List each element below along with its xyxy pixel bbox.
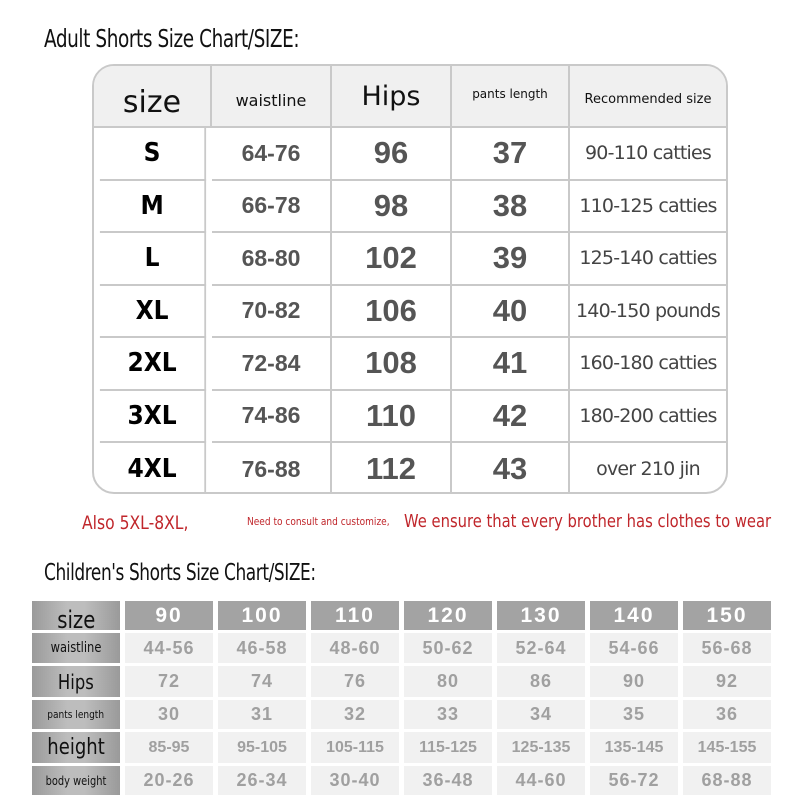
size-cell: M <box>100 181 206 234</box>
body-weight-cell: 26-34 <box>218 766 306 795</box>
size-cell: 3XL <box>100 391 206 444</box>
waistline-cell: 66-78 <box>212 181 332 234</box>
hips-cell: 102 <box>332 233 452 286</box>
waistline-cell: 44-56 <box>125 633 213 663</box>
size-cell: 2XL <box>100 338 206 391</box>
header-hips: Hips <box>332 66 452 128</box>
pants-length-cell: 33 <box>404 700 492 729</box>
header-recommended-size: Recommended size <box>570 66 726 128</box>
waistline-cell: 70-82 <box>212 286 332 339</box>
hips-cell: 72 <box>125 666 213 697</box>
recommended-cell: 160-180 catties <box>570 338 726 391</box>
hips-cell: 74 <box>218 666 306 697</box>
pants-length-cell: 38 <box>452 181 570 234</box>
waistline-cell: 52-64 <box>497 633 585 663</box>
header-pants-length: pants length <box>452 66 570 128</box>
pants-length-cell: 31 <box>218 700 306 729</box>
hips-cell: 90 <box>590 666 678 697</box>
row-label-size <box>32 601 120 634</box>
size-header-cell: 100 <box>218 601 306 630</box>
pants-length-cell: 39 <box>452 233 570 286</box>
children-chart-title: Children's Shorts Size Chart/SIZE: <box>44 560 316 586</box>
hips-cell: 110 <box>332 391 452 444</box>
recommended-cell: over 210 jin <box>596 458 700 481</box>
row-label-text: height <box>47 735 105 760</box>
pants-length-cell: 43 <box>452 443 570 494</box>
height-cell: 115-125 <box>404 732 492 763</box>
row-label-text: pants length <box>47 708 105 721</box>
height-cell: 105-115 <box>311 732 399 763</box>
hips-cell: 108 <box>332 338 452 391</box>
body-weight-cell: 56-72 <box>590 766 678 795</box>
hips-cell: 112 <box>332 443 452 494</box>
header-size: size <box>94 66 212 128</box>
row-label-hips <box>32 666 120 697</box>
extended-sizes-note <box>82 510 782 538</box>
waistline-cell: 46-58 <box>218 633 306 663</box>
hips-cell: 80 <box>404 666 492 697</box>
recommended-cell: 125-140 catties <box>570 233 726 286</box>
body-weight-cell: 36-48 <box>404 766 492 795</box>
waistline-cell: 48-60 <box>311 633 399 663</box>
recommended-cell: 180-200 catties <box>570 391 726 444</box>
size-cell: 4XL <box>100 443 206 494</box>
pants-length-cell: 36 <box>683 700 771 729</box>
body-weight-cell: 20-26 <box>125 766 213 795</box>
pants-length-cell: 42 <box>452 391 570 444</box>
row-label-body-weight <box>32 766 120 795</box>
waistline-cell: 74-86 <box>212 391 332 444</box>
adult-chart-title: Adult Shorts Size Chart/SIZE: <box>44 24 300 53</box>
pants-length-cell: 40 <box>452 286 570 339</box>
height-cell: 135-145 <box>590 732 678 763</box>
row-label-text: waistline <box>50 640 102 656</box>
hips-cell: 96 <box>332 128 452 181</box>
height-cell: 145-155 <box>683 732 771 763</box>
body-weight-cell: 44-60 <box>497 766 585 795</box>
hips-cell: 106 <box>332 286 452 339</box>
size-header-cell: 110 <box>311 601 399 630</box>
waistline-cell: 68-80 <box>212 233 332 286</box>
row-label-text: body weight <box>45 773 107 788</box>
row-label-pants-length <box>32 700 120 729</box>
size-header-cell: 150 <box>683 601 771 630</box>
pants-length-cell: 30 <box>125 700 213 729</box>
header-waistline: waistline <box>212 66 332 128</box>
hips-cell: 76 <box>311 666 399 697</box>
height-cell: 95-105 <box>218 732 306 763</box>
pants-length-cell: 32 <box>311 700 399 729</box>
adult-size-table <box>92 64 728 494</box>
size-cell: XL <box>100 286 206 339</box>
size-header-cell: 130 <box>497 601 585 630</box>
pants-length-cell: 34 <box>497 700 585 729</box>
waistline-cell: 56-68 <box>683 633 771 663</box>
size-header-cell: 120 <box>404 601 492 630</box>
note-consult: Need to consult and customize, <box>247 515 390 528</box>
note-also-sizes: Also 5XL-8XL, <box>82 512 189 534</box>
hips-cell: 86 <box>497 666 585 697</box>
waistline-cell: 54-66 <box>590 633 678 663</box>
waistline-cell: 64-76 <box>212 128 332 181</box>
recommended-cell: 90-110 catties <box>570 128 726 181</box>
body-weight-cell: 68-88 <box>683 766 771 795</box>
hips-cell: 92 <box>683 666 771 697</box>
size-header-cell: 140 <box>590 601 678 630</box>
row-label-height <box>32 732 120 763</box>
waistline-cell: 76-88 <box>212 443 332 494</box>
height-cell: 85-95 <box>125 732 213 763</box>
pants-length-cell: 35 <box>590 700 678 729</box>
children-size-table <box>32 601 771 795</box>
body-weight-cell: 30-40 <box>311 766 399 795</box>
height-cell: 125-135 <box>497 732 585 763</box>
recommended-cell: 140-150 pounds <box>570 286 726 339</box>
waistline-cell: 50-62 <box>404 633 492 663</box>
pants-length-cell: 41 <box>452 338 570 391</box>
hips-cell: 98 <box>332 181 452 234</box>
size-cell: S <box>100 128 206 181</box>
row-label-text: Hips <box>58 669 94 694</box>
waistline-cell: 72-84 <box>212 338 332 391</box>
pants-length-cell: 37 <box>452 128 570 181</box>
size-header-cell: 90 <box>125 601 213 630</box>
row-label-text: size <box>56 605 96 634</box>
recommended-cell: 110-125 catties <box>570 181 726 234</box>
note-ensure: We ensure that every brother has clothes to wear <box>404 511 772 532</box>
row-label-waistline <box>32 633 120 663</box>
size-cell: L <box>100 233 206 286</box>
